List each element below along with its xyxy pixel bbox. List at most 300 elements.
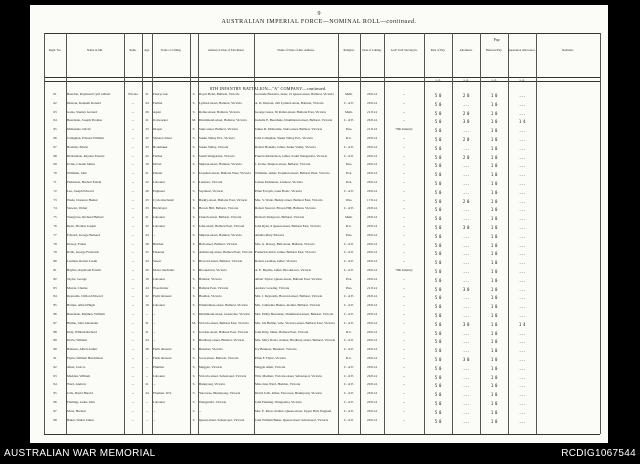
cell-def: 1 0 [490,313,498,318]
cell-date: 20.8.14 [367,225,377,228]
cell-no: 70 [53,172,57,176]
cell-age: ... [145,409,149,413]
table-row [30,357,586,365]
cell-rank: ... [131,189,135,193]
cell-trade: Farm labourer [153,295,172,299]
cell-name: Hulme, John Alexander [67,321,99,325]
cell-kin: Joshua Parkinson, Lismore, Victoria [255,181,303,184]
cell-name: Callaghan, Edward William [67,137,104,140]
cell-allot: ... [462,409,470,415]
cell-unit: ... [402,216,406,220]
cell-status: S. [192,418,196,422]
cell-trade: Labourer [153,304,166,308]
table-row [30,410,586,418]
cell-address: Brookdown, Victoria [199,269,227,272]
cell-kin: A. E. Bayliss, father, Brookdown, Victoria [255,269,312,272]
cell-rank: ... [131,348,135,352]
cell-age: 24 [145,339,149,343]
cell-pay: 5 0 [434,189,442,195]
cell-age: 23 [145,198,149,202]
cell-rel: Prot. [345,181,353,184]
cell-name: Reynolds, Clifford Edward [67,295,103,299]
cell-status: S. [192,181,196,184]
cell-name: Duncan, Kenneth Donald [67,101,101,105]
cell-rank: ... [131,198,135,202]
cell-address: Brown Hill, Ballarat, Victoria [199,207,239,211]
cell-date: 17.8.14 [367,198,377,202]
cell-allot: 2 0 [462,154,470,160]
cell-rel: C. of E. [343,295,355,299]
cell-address: Drummond-street, Greenvale, Victoria [199,313,250,316]
cell-date: 20.8.14 [367,330,377,334]
cell-address: Lismore, Victoria [199,181,223,184]
cell-age: ... [145,401,149,404]
cell-age: 19 [145,304,149,308]
cell-pay: 5 0 [434,321,442,327]
section-heading: 8TH INFANTRY BATTALION—"A" COMPANY—continued. [210,86,327,91]
cell-rel: Meth. [345,93,353,96]
header-def: Deferred Pay. [485,48,503,52]
cell-rank: ... [131,383,135,387]
header-trade: Trade or Calling. [160,48,182,52]
cell-pay: 5 0 [434,216,442,222]
cell-pay: 5 0 [434,295,442,301]
header-name: Name in full. [87,48,103,52]
cell-age: 21 [145,93,149,96]
cell-unit: ... [402,189,406,193]
table-row [30,322,586,330]
cell-kin: Mrs. J. Reynolds, Howard-street, Ballarat, Victoria [255,295,323,299]
cell-sep: ... [518,154,526,160]
cell-pay: 5 0 [434,137,442,142]
cell-allot: 3 0 [462,286,470,292]
cell-trade: Painter [153,172,163,176]
cell-age: 24 [145,286,149,290]
cell-no: 88 [53,330,57,334]
table-row [30,181,586,189]
cell-age: 23 [145,145,149,149]
cell-no: 83 [53,286,57,290]
currency-unit: s. d. [491,78,497,82]
cell-kin: Miss Jane Ward, Haddon, Victoria [255,383,301,387]
cell-sep: ... [518,295,526,301]
cell-name: Edward, George Bernard [67,233,100,237]
cell-status: S. [192,145,196,149]
cell-def: 1 0 [490,216,498,222]
cell-address: Bell-street, Ballarat, Victoria [199,242,238,246]
cell-kin: John Ryan, 9 Queen-street, Ballarat East, Victoria [255,225,321,228]
cell-no: 85 [53,304,57,308]
cell-def: 1 0 [490,269,498,274]
cell-trade: Sawer [153,260,162,264]
cell-sep: 1 4 [518,119,526,125]
cell-unit: ... [402,313,406,316]
cell-kin: Mrs. Mary Davis, mother, Bradbury-street, Ballarat, Victoria [255,339,336,343]
cell-name: Irvine, Claude James [67,163,95,167]
cell-date: 20.8.14 [367,339,377,343]
cell-kin: Mrs. S. Wade, Barkly-street, Ballarat East, Victoria [255,198,323,202]
cell-pay: 5 0 [434,163,442,169]
cell-name: Ryan, Thomas Joseph [67,225,96,228]
cell-pay: 5 0 [434,154,442,160]
cell-pay: 5 0 [434,383,442,389]
cell-address: Snake Valley P.O., Victoria [199,137,235,140]
cell-address: Skipton-street, Ballarat, Victoria [199,163,242,167]
cell-unit: ... [402,304,406,308]
cell-no: 91 [53,357,57,360]
cell-pay: 5 0 [434,101,442,107]
cell-address: John-street, Ballarat East, Victoria [199,225,245,228]
cell-allot: ... [462,181,470,186]
cell-age: 21 [145,172,149,176]
cell-kin: Andrew Gowing, Victoria [255,286,290,290]
cell-rank: ... [131,110,135,114]
cell-address: Wangaratta, Victoria [199,401,227,404]
cell-pay: 5 0 [434,357,442,362]
table-row [30,225,586,233]
cell-rank: ... [131,181,135,184]
cell-pay: 5 0 [434,242,442,248]
cell-no: 69 [53,163,57,167]
cell-unit: ... [402,286,406,290]
cell-allot: ... [462,330,470,336]
currency-unit: s. d. [463,78,469,82]
cell-sep: ... [518,374,526,380]
cell-rel: C. of E. [343,260,355,264]
table-row [30,163,586,171]
cell-age: ... [145,365,149,369]
cell-name: Jolls, David Harold [67,392,93,396]
cell-age: 23 [145,128,149,132]
cell-no: 82 [53,277,57,281]
cell-no: 81 [53,269,57,272]
cell-date: 20.8.14 [367,277,377,281]
cell-sep: ... [518,101,526,107]
cell-rank: ... [131,233,135,237]
cell-rel: Pres. [345,233,353,237]
cell-name: Leathan, Robert Leslie [67,260,98,264]
cell-date: 20.8.14 [367,409,377,413]
cell-kin: John William Baker, Queen-street, Sebastopol, Victoria [255,418,329,422]
cell-rank: ... [131,163,135,167]
cell-trade: Farmer [153,154,163,158]
cell-age: 21 [145,330,149,334]
cell-date: 20.8.14 [367,383,377,387]
cell-status: S. [192,189,196,193]
cell-address: Armstrong-street, Ballarat East, Victoria [199,251,253,255]
header-rel: Religion. [343,48,355,52]
cell-age: ... [145,374,149,378]
cell-allot: ... [462,304,470,310]
table-bottom-rule [44,434,600,435]
cell-name: Robb, George Frederick [67,251,99,255]
cell-date: 20.8.14 [367,357,377,360]
cell-kin: Ellen Forsyth, Lake Bolac, Victoria [255,189,302,193]
cell-rel: C. of E. [343,242,355,246]
cell-allot: ... [462,383,470,389]
cell-def: 1 0 [490,119,498,125]
cell-sep: ... [518,269,526,274]
cell-allot: ... [462,348,470,354]
cell-date: 20.8.14 [367,172,377,176]
cell-date: 20.8.14 [367,189,377,193]
cell-unit: ... [402,242,406,246]
table-row [30,375,586,383]
cell-trade: ... [153,409,156,413]
cell-status: M. [192,321,196,325]
cell-address: Bradbury-street, Ballarat, Victoria [199,339,244,343]
cell-unit: ... [402,383,406,387]
cell-rank: ... [131,392,135,396]
cell-no: 65 [53,128,57,132]
cell-age: 19 [145,163,149,167]
cell-kin: Francis Richardson, father, South Wangaratta, Victoria [255,154,327,158]
cell-trade: ... [153,330,156,334]
cell-date: 20.8.14 [367,348,377,352]
cell-sep: ... [518,401,526,406]
cell-sep: ... [518,181,526,186]
header-address: Address at Date of Enrolment. [207,48,245,52]
table-row [30,234,586,242]
cell-status: S. [192,330,196,334]
header-kin: Name of Next-of-kin. Address. [277,48,315,52]
cell-unit: 79th Infantry [395,269,413,272]
cell-name: Bayliss, Raymond Everitt [67,269,101,272]
cell-sep: ... [518,286,526,292]
cell-trade: ... [153,233,156,237]
pay-group-label: Pay. [493,37,501,42]
cell-no: 80 [53,260,57,264]
cell-name: Williams, John [67,172,87,176]
cell-age: 20 [145,269,149,272]
cell-status: S. [192,260,196,264]
cell-allot: ... [462,233,470,239]
cell-unit: ... [402,374,406,378]
cell-kin: Mrs. E. Moss, mother, Queen-street, Upper Hall, England [255,409,332,413]
cell-rank: ... [131,365,135,369]
cell-pay: 5 0 [434,269,442,274]
cell-age: 26 [145,189,149,193]
header-pay: Rate of Pay. [430,48,446,52]
cell-status: S. [192,128,196,132]
cell-name: Parkinson, Herbert Edwin [67,181,102,184]
cell-def: 1 0 [490,145,498,151]
cell-rank: ... [131,357,135,360]
cell-rel: Pres. [345,163,353,167]
cell-no: 94 [53,383,57,387]
cell-rank: ... [131,339,135,343]
cell-sep: ... [518,242,526,248]
cell-sep: ... [518,207,526,213]
cell-kin: Robert Stewart, Brown Hill, Ballarat, Victoria [255,207,316,211]
cell-address: Barkly-street, Ballarat East, Victoria [199,198,247,202]
cell-trade: Fireman, W.S. [153,392,172,396]
cell-def: 1 0 [490,357,498,362]
cell-pay: 5 0 [434,128,442,134]
table-row [30,269,586,277]
cell-pay: 5 0 [434,93,442,98]
cell-allot: ... [462,207,470,213]
cell-trade: ... [153,321,156,325]
cell-status: S. [192,392,196,396]
cell-unit: ... [402,110,406,114]
cell-sep: ... [518,260,526,266]
cell-def: 1 0 [490,330,498,336]
cell-trade: Engineer [153,189,165,193]
cell-rank: ... [131,277,135,281]
cell-kin: James R. McKenzie, Sturt-street, Ballarat, Victoria [255,128,323,132]
cell-rel: C. of E. [343,269,355,272]
cell-def: 1 0 [490,260,498,266]
cell-rel: C. of E. [343,374,355,378]
cell-name: Homes, Alfred Hugh [67,304,95,308]
cell-name: Beardon, Raymond Cyril Gilbert [67,93,111,96]
cell-trade: Shearer-driver [153,137,172,140]
cell-no: 92 [53,365,57,369]
cell-age: 24 [145,392,149,396]
table-row [30,287,586,295]
cell-rank: ... [131,145,135,149]
cell-sep: ... [518,251,526,257]
cell-trade: Bootmaker [153,145,168,149]
cell-status: S. [192,383,196,387]
cell-pay: 5 0 [434,286,442,292]
cell-kin: Mrs. Ida Hulme, wife, Victoria-street, Ballarat East, Victoria [255,321,335,325]
cell-pay: 5 0 [434,181,442,186]
header-rem: Remarks. [562,48,574,52]
cell-rank: ... [131,409,135,413]
cell-date: 21.8.14 [367,128,377,132]
cell-def: 1 0 [490,128,498,134]
cell-def: 1 0 [490,295,498,301]
cell-status: S. [192,304,196,308]
cell-date: 20.8.14 [367,119,377,123]
cell-date: 21.8.14 [367,286,377,290]
cell-def: 1 0 [490,286,498,292]
cell-allot: ... [462,374,470,380]
cell-sep: ... [518,137,526,142]
cell-rel: C. of E. [343,418,355,422]
table-row [30,251,586,259]
table-row [30,146,586,154]
cell-trade: Farm labourer [153,348,172,352]
cell-unit: ... [402,154,406,158]
table-row [30,331,586,339]
cell-unit: ... [402,101,406,105]
cell-address: Ballarat, Victoria [199,277,222,281]
table-row [30,243,586,251]
cell-unit: ... [402,277,406,281]
cell-rel: C. of E. [343,145,355,149]
cell-status: S. [192,101,196,105]
cell-address: ... [199,409,202,413]
cell-no: 73 [53,198,57,202]
cell-sep: ... [518,313,526,318]
cell-name: Morris, Charles [67,286,88,290]
cell-def: 1 0 [490,93,498,98]
cell-name: Beardsale, Joseph Thomas [67,119,103,123]
cell-rel: R.C. [345,225,353,228]
table-row [30,260,586,268]
cell-rank: ... [131,418,135,422]
cell-allot: ... [462,189,470,195]
cell-pay: 5 0 [434,198,442,204]
cell-trade: ... [153,339,156,343]
cell-kin: Ellen F. Flynn, Victoria [255,357,286,360]
header-age: Age. [144,48,150,52]
cell-pay: 5 0 [434,119,442,125]
cell-pay: 5 0 [434,401,442,406]
cell-kin: Mrs. Emily Beardsale, Drummond-street, Ballarat, Victoria [255,313,334,316]
table-row [30,93,586,101]
cell-address: Victoria-street, Sebastopol, Victoria [199,374,247,378]
cell-allot: 2 0 [462,198,470,204]
cell-address: Drummond-street, Ballarat, Victoria [199,119,247,123]
cell-rank: ... [131,242,135,246]
cell-address: Seymour, Victoria [199,189,223,193]
cell-pay: 5 0 [434,418,442,424]
cell-rel: C. of E. [343,409,355,413]
cell-sep: ... [518,409,526,415]
cell-trade: Bricklayer [153,207,167,211]
table-row [30,119,586,127]
cell-rank: ... [131,251,135,255]
cell-unit: ... [402,225,406,228]
cell-date: 20.8.14 [367,145,377,149]
cell-no: 63 [53,110,57,114]
cell-address: Yarrowee, Buninyong, Victoria [199,392,241,396]
cell-name: Beardsale, Matthew William [67,313,105,316]
table-row [30,392,586,400]
cell-name: Hoskins, Edwin [67,145,89,149]
table-row [30,278,586,286]
cell-kin: Mrs. Catherine Homes, mother, Ballarat, Victoria [255,304,321,308]
cell-kin: Williams, father, Urquhart-street, Ballarat West, Victoria [255,172,330,176]
cell-rel: C. of E. [343,339,355,343]
cell-date: 20.8.14 [367,137,377,140]
cell-address: Bunnyong, Victoria [199,383,225,387]
cell-allot: ... [462,242,470,248]
cell-age: 23 [145,207,149,211]
table-row [30,339,586,347]
cell-unit: ... [402,233,406,237]
footer-record-id: RCDIG1067544 [561,448,636,459]
cell-rel: Prot. [345,172,353,176]
cell-rank: ... [131,216,135,220]
cell-address: Snake Valley, Victoria [199,145,229,149]
header-sep: Separation Allowance. [508,48,536,52]
table-row [30,172,586,180]
currency-unit: s. d. [435,78,441,82]
cell-trade: ... [153,383,156,387]
cell-sep: ... [518,233,526,239]
cell-rank: ... [131,330,135,334]
cell-kin: A. D. Duncan, 226 Lydiard-street, Ballarat, Victoria [255,101,324,105]
cell-unit: ... [402,348,406,352]
cell-trade: Farm labourer [153,357,172,360]
cell-address: Sturt-street, Ballarat, Victoria [199,128,238,132]
cell-sep: ... [518,172,526,178]
cell-allot: 2 0 [462,137,470,142]
cell-age: 32 [145,225,149,228]
cell-name: Richardson, Reydon Francis [67,154,105,158]
cell-allot: 3 0 [462,119,470,125]
cell-pay: 5 0 [434,110,442,116]
cell-no: 90 [53,348,57,352]
cell-name: Davis, William [67,339,87,343]
cell-name: Allen, Jack G. [67,365,86,369]
cell-status: S. [192,154,196,158]
